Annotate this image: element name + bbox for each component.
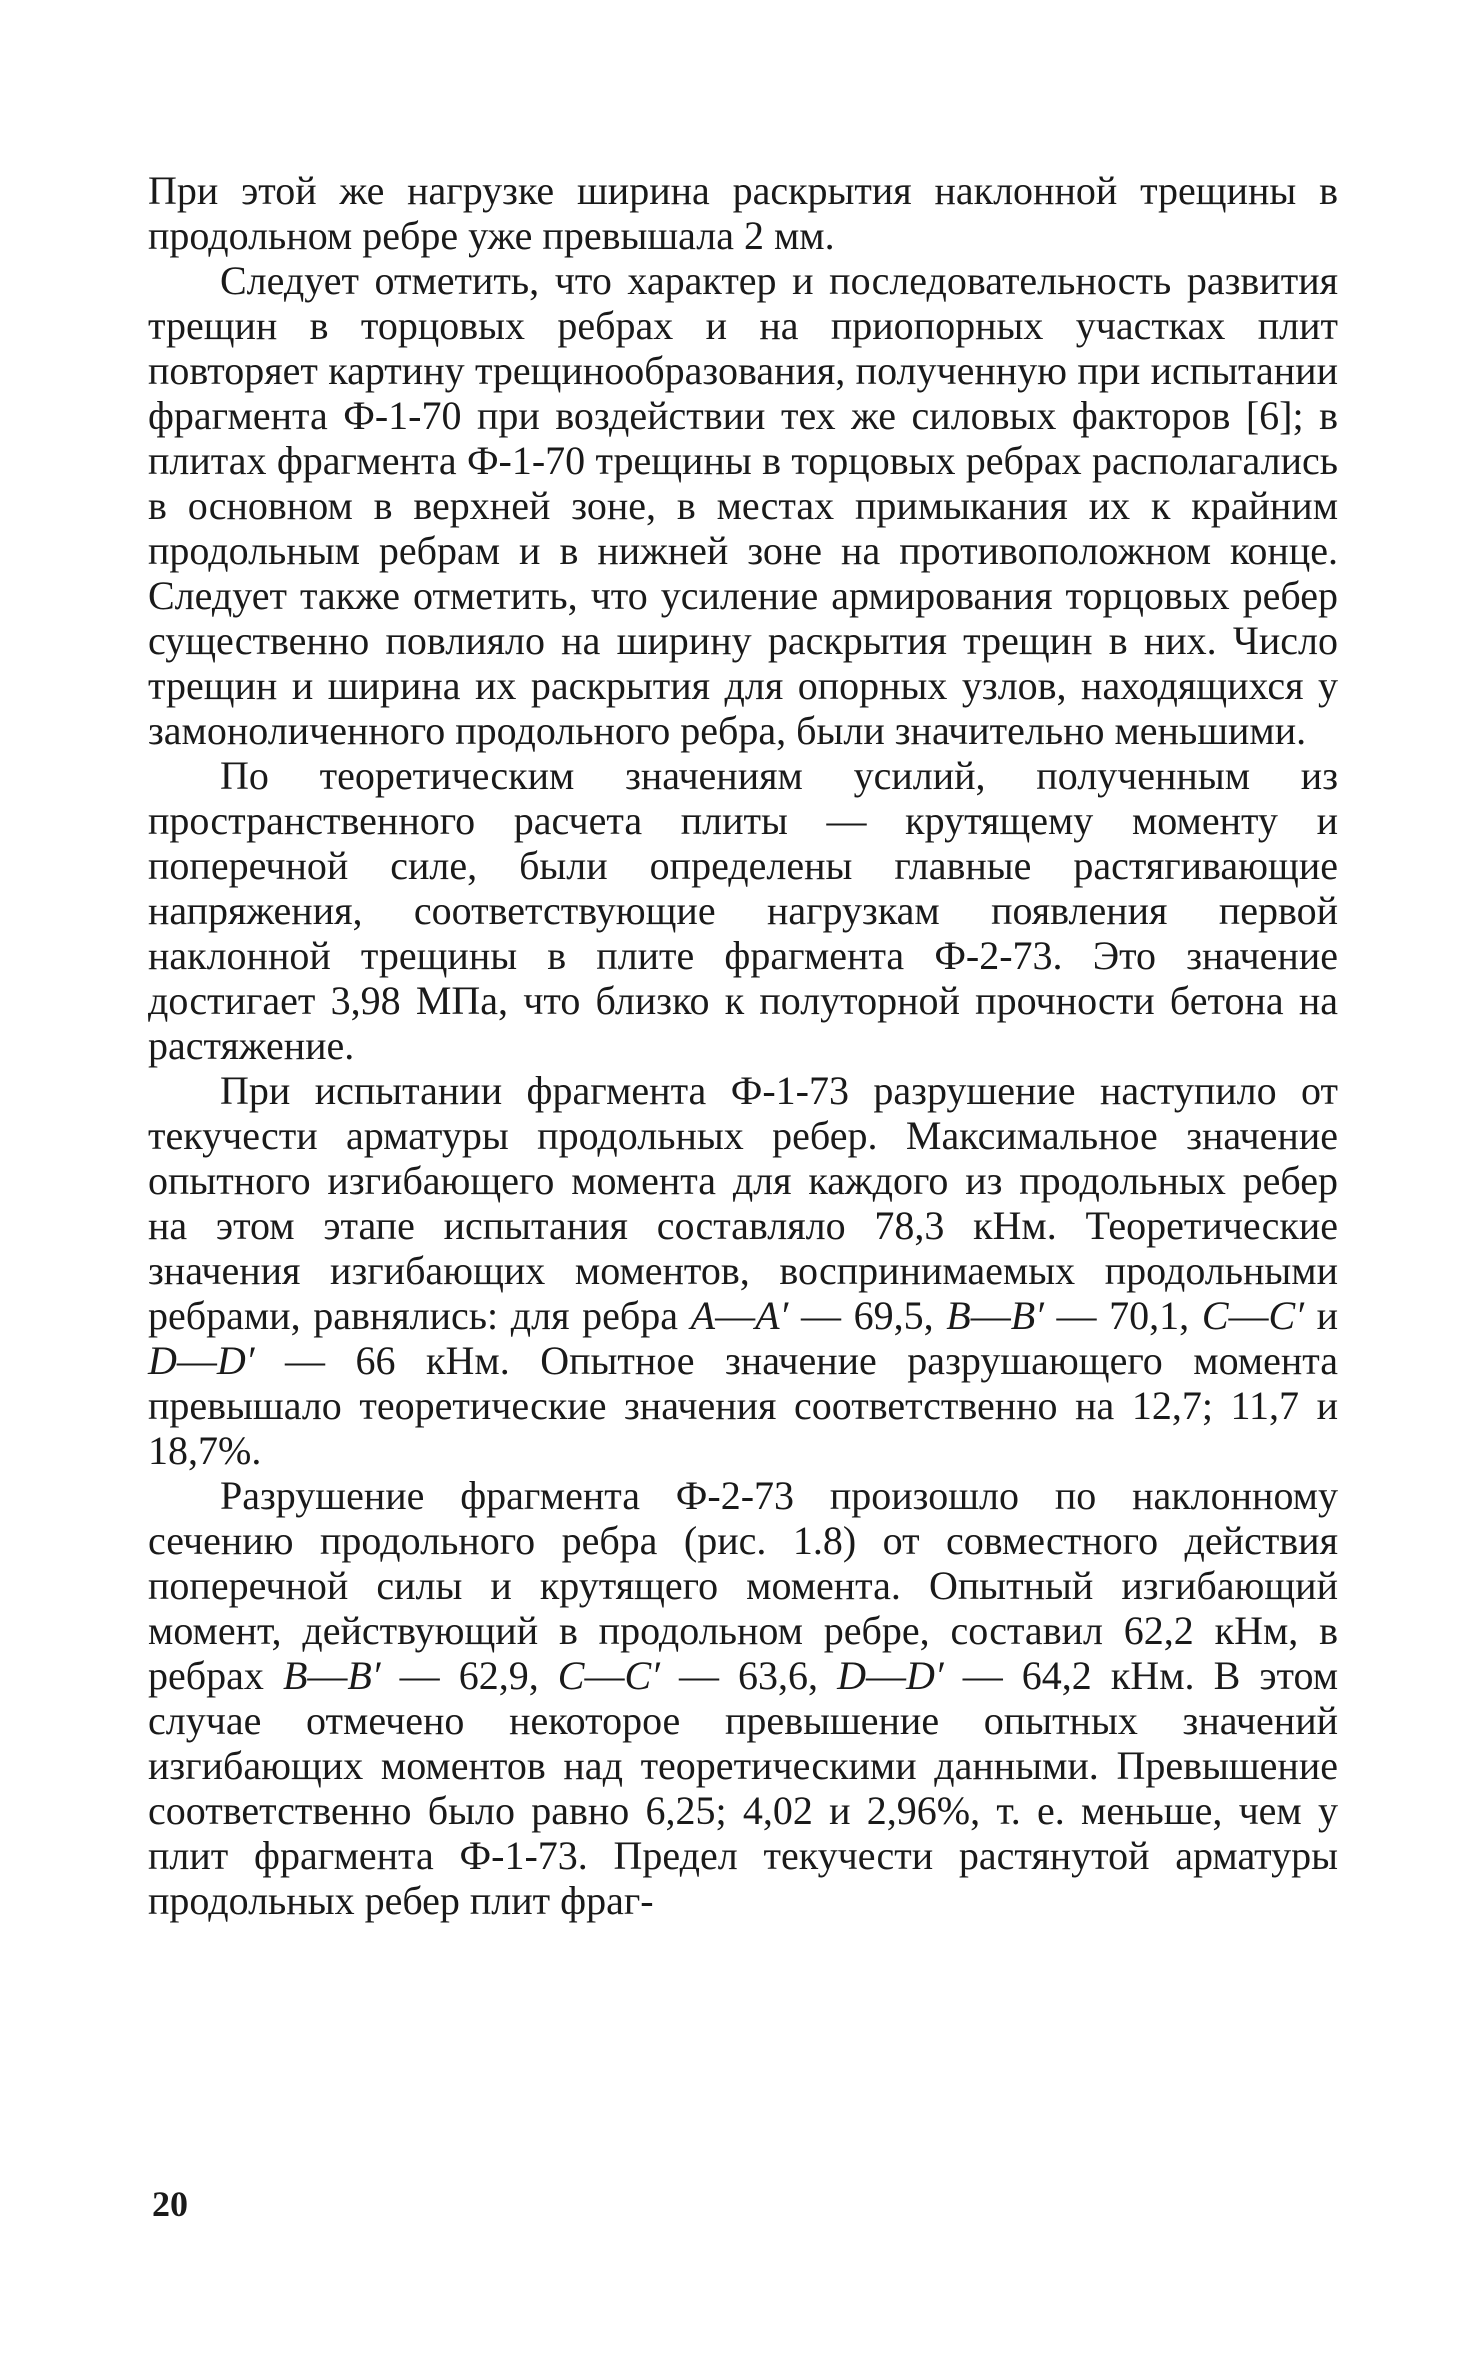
page-number: 20	[152, 2184, 188, 2224]
body-text	[148, 168, 1338, 1923]
paragraph-1: При этой же нагрузке ширина раскрытия наклонной трещины в продольном ребре уже превышала 2 мм.	[148, 168, 1338, 258]
paragraph-5: Разрушение фрагмента Ф-2-73 произошло по наклонному сечению продольного ребра (рис. 1.8) от совместного действия поперечной силы и крутящего момента. Опытный изгибающий момент, действующий в продольном ребре, составил 62,2 кНм, в ребрах B—B′ — 62,9, C—C′ — 63,6, D—D′ — 64,2 кНм. В этом случае отмечено некоторое превышение опытных значений изгибающих моментов над теоретическими данными. Превышение соответственно было равно 6,25; 4,02 и 2,96%, т. е. меньше, чем у плит фрагмента Ф-1-73. Предел текучести растянутой арматуры продольных ребер плит фраг-	[148, 1473, 1339, 1923]
paragraph-2: Следует отметить, что характер и последовательность развития трещин в торцовых ребрах и на приопорных участках плит повторяет картину трещинообразования, полученную при испытании фрагмента Ф-1-70 при воздействии тех же силовых факторов [6]; в плитах фрагмента Ф-1-70 трещины в торцовых ребрах располагались в основном в верхней зоне, в местах примыкания их к крайним продольным ребрам и в нижней зоне на противоположном конце. Следует также отметить, что усиление армирования торцовых ребер существенно повлияло на ширину раскрытия трещин в них. Число трещин и ширина их раскрытия для опорных узлов, находящихся у замоноличенного продольного ребра, были значительно меньшими.	[148, 258, 1338, 753]
paragraph-3: По теоретическим значениям усилий, полученным из пространственного расчета плиты — крутящему моменту и поперечной силе, были определены главные растягивающие напряжения, соответствующие нагрузкам появления первой наклонной трещины в плите фрагмента Ф-2-73. Это значение достигает 3,98 МПа, что близко к полуторной прочности бетона на растяжение.	[148, 753, 1338, 1068]
paragraph-4: При испытании фрагмента Ф-1-73 разрушение наступило от текучести арматуры продольных ребер. Максимальное значение опытного изгибающего момента для каждого из продольных ребер на этом этапе испытания составляло 78,3 кНм. Теоретические значения изгибающих моментов, воспринимаемых продольными ребрами, равнялись: для ребра A—A′ — 69,5, B—B′ — 70,1, C—C′ и D—D′ — 66 кНм. Опытное значение разрушающего момента превышало теоретические значения соответственно на 12,7; 11,7 и 18,7%.	[148, 1068, 1339, 1473]
